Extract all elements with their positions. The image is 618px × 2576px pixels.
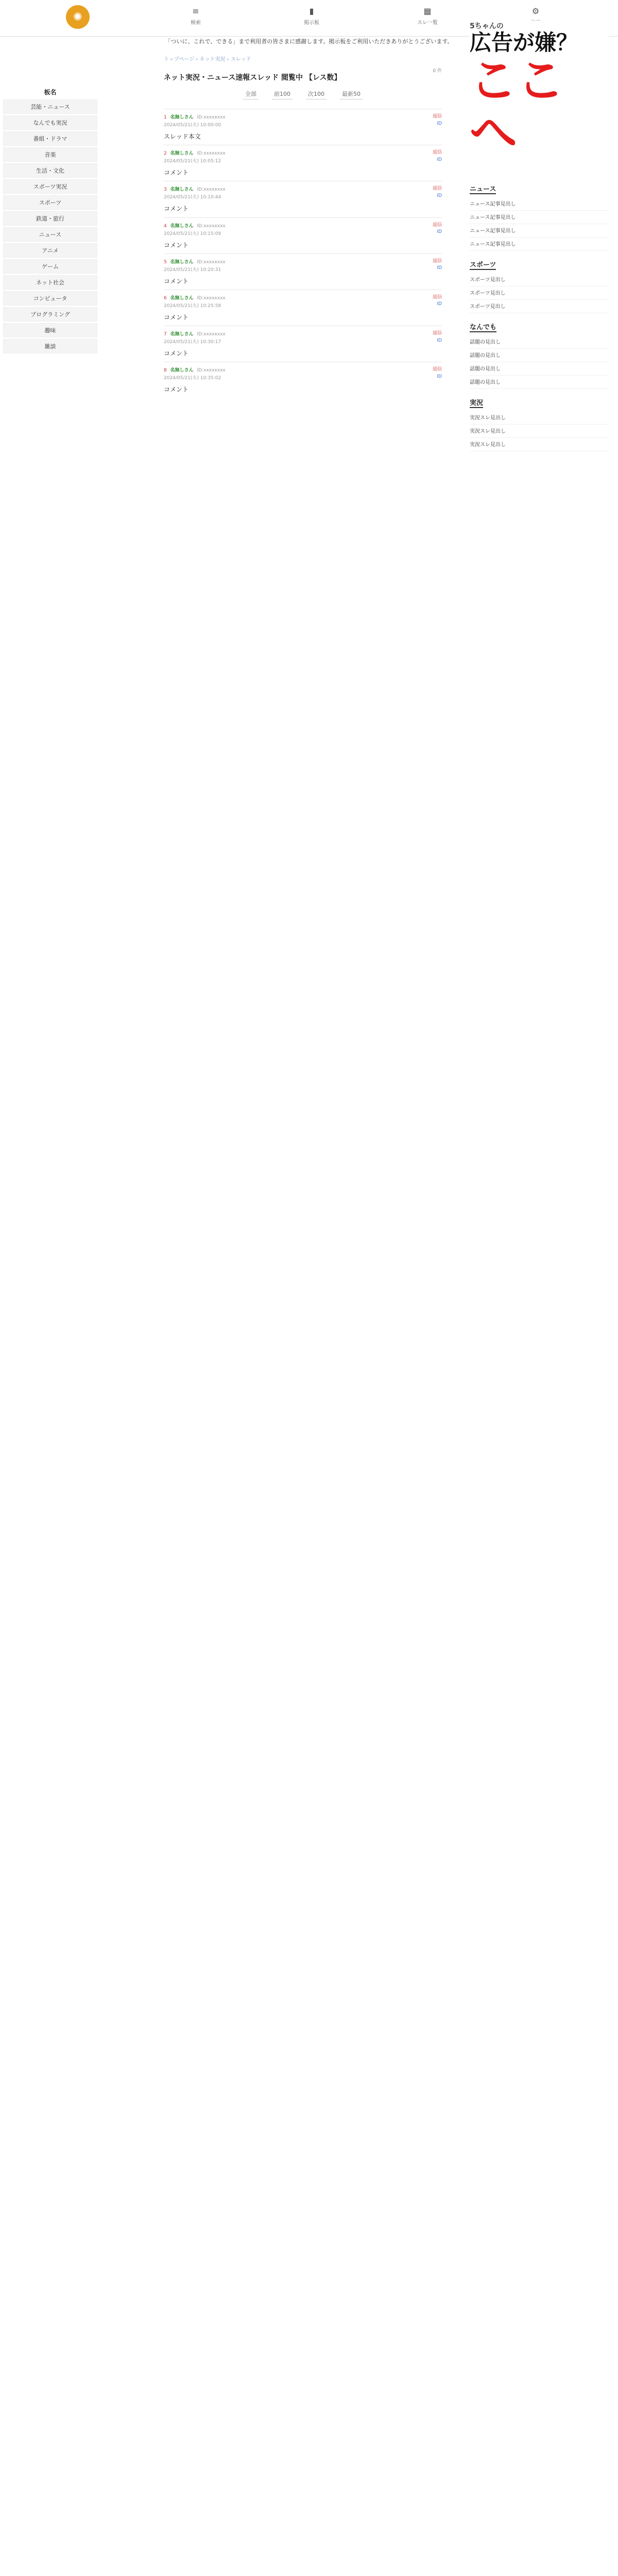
post-header (164, 294, 442, 301)
id-link[interactable]: ID (437, 265, 442, 271)
section-link[interactable]: 話題の見出し (470, 338, 609, 349)
sidebar-item[interactable]: なんでも実況 (3, 115, 97, 130)
post-actions (433, 294, 442, 308)
nav-search[interactable] (191, 6, 201, 26)
id-link[interactable]: ID (437, 121, 442, 126)
sidebar-item[interactable]: ニュース (3, 227, 97, 242)
post-body: コメント (164, 313, 189, 321)
thread-main (164, 55, 442, 398)
gear-icon: ⚙ (531, 6, 540, 16)
post-number[interactable]: 8 (164, 368, 167, 374)
id-link[interactable]: ID (437, 337, 442, 343)
sidebar-section (470, 397, 609, 451)
id-link[interactable]: ID (437, 229, 442, 235)
post-body: スレッド本文 (164, 133, 201, 140)
post-author: 名無しさん (170, 368, 194, 374)
post-id[interactable]: ID:xxxxxxxx (197, 332, 226, 337)
post (164, 109, 442, 145)
post-id[interactable]: ID:xxxxxxxx (197, 259, 226, 265)
ad-line-3: ここへ (470, 53, 565, 161)
id-link[interactable]: ID (437, 193, 442, 198)
sidebar-item[interactable]: ゲーム (3, 259, 97, 274)
section-link[interactable]: 実況スレ見出し (470, 441, 609, 451)
post (164, 145, 442, 181)
post-header (164, 330, 442, 337)
post-date: 2024/05/21(火) 10:35:02 (164, 376, 221, 381)
section-link[interactable]: スポーツ見出し (470, 290, 609, 300)
tab-latest-50[interactable]: 最新50 (340, 89, 363, 99)
post-author: 名無しさん (170, 151, 194, 157)
section-link[interactable]: 話題の見出し (470, 352, 609, 362)
reply-link[interactable]: 返信 (432, 331, 442, 336)
sidebar-item[interactable]: ネット社会 (3, 275, 97, 290)
board-icon: ▮ (309, 6, 314, 16)
sidebar-item[interactable]: 生活・文化 (3, 163, 97, 178)
reply-link[interactable]: 返信 (432, 294, 442, 300)
thread-title: ネット実況・ニュース速報スレッド 閲覧中 【レス数】 (164, 74, 341, 82)
reply-link[interactable]: 返信 (432, 222, 442, 228)
post-date: 2024/05/21(火) 10:20:31 (164, 267, 221, 273)
post-list (164, 109, 442, 398)
post-number[interactable]: 1 (164, 115, 167, 120)
ad-banner[interactable] (470, 21, 609, 175)
sidebar-item[interactable]: 趣味 (3, 323, 97, 337)
section-link[interactable]: ニュース記事見出し (470, 241, 609, 251)
id-link[interactable]: ID (437, 157, 442, 162)
post-header (164, 258, 442, 265)
tab-prev-100[interactable]: 前100 (272, 89, 293, 99)
post-body: コメント (164, 241, 189, 249)
post-number[interactable]: 2 (164, 151, 167, 157)
post-number[interactable]: 7 (164, 332, 167, 337)
post-actions (433, 258, 442, 272)
reply-link[interactable]: 返信 (432, 186, 442, 192)
post (164, 181, 442, 217)
section-link[interactable]: 話題の見出し (470, 379, 609, 389)
post-number[interactable]: 6 (164, 295, 167, 301)
post-author: 名無しさん (170, 187, 194, 193)
nav-thread-list-label: スレ一覧 (417, 20, 438, 26)
post-header (164, 113, 442, 120)
post-author: 名無しさん (170, 259, 194, 265)
sidebar-item[interactable]: スポーツ実況 (3, 179, 97, 194)
list-icon: ▦ (423, 6, 432, 16)
section-title: 実況 (470, 397, 483, 408)
section-link[interactable]: 話題の見出し (470, 365, 609, 376)
post-header (164, 366, 442, 373)
id-link[interactable]: ID (437, 301, 442, 307)
search-icon: ≡ (192, 6, 199, 16)
right-sidebar (470, 21, 609, 454)
sidebar-item[interactable]: スポーツ (3, 195, 97, 210)
ad-title: 5ちゃんの (470, 22, 504, 30)
post-date: 2024/05/21(火) 10:30:17 (164, 340, 221, 345)
nav-search-label: 検索 (191, 20, 201, 26)
sidebar-item[interactable]: 芸能・ニュース (3, 99, 97, 114)
sidebar-section (470, 321, 609, 389)
section-link[interactable]: スポーツ見出し (470, 303, 609, 313)
section-link[interactable]: ニュース記事見出し (470, 227, 609, 238)
post-header (164, 222, 442, 229)
id-link[interactable]: ID (437, 374, 442, 379)
post-date: 2024/05/21(火) 10:05:12 (164, 159, 221, 164)
sidebar-item[interactable]: コンピュータ (3, 291, 97, 306)
post-author: 名無しさん (170, 295, 194, 301)
nav-board-label: 掲示板 (304, 20, 319, 26)
tab-all[interactable]: 全部 (243, 89, 259, 99)
section-title: なんでも (470, 321, 496, 332)
post (164, 253, 442, 290)
section-link[interactable]: ニュース記事見出し (470, 200, 609, 211)
post-author: 名無しさん (170, 332, 194, 337)
reply-link[interactable]: 返信 (432, 367, 442, 372)
post-author: 名無しさん (170, 115, 194, 120)
nav-board[interactable] (304, 6, 319, 26)
post-body: コメント (164, 350, 189, 358)
sidebar-item[interactable]: アニメ (3, 243, 97, 258)
post (164, 290, 442, 326)
post-body: コメント (164, 277, 189, 285)
post-id[interactable]: ID:xxxxxxxx (197, 295, 226, 301)
thread-tabs (164, 89, 442, 99)
post-header (164, 149, 442, 156)
sidebar-section (470, 183, 609, 251)
post-body: コメント (164, 386, 189, 394)
left-sidebar (0, 88, 100, 355)
section-link[interactable]: スポーツ見出し (470, 276, 609, 286)
post-body: コメント (164, 169, 189, 177)
post-number[interactable]: 3 (164, 187, 167, 193)
post-actions (433, 185, 442, 199)
post-actions (433, 222, 442, 236)
post-actions (433, 149, 442, 163)
section-link[interactable]: 実況スレ見出し (470, 414, 609, 425)
post-author: 名無しさん (170, 223, 194, 229)
post-actions (433, 366, 442, 380)
post-body: コメント (164, 205, 189, 213)
sidebar-title: 板名 (44, 89, 57, 96)
nav-thread-list[interactable] (417, 6, 438, 26)
sidebar-item[interactable]: 雑談 (3, 339, 97, 353)
post (164, 326, 442, 362)
post (164, 217, 442, 253)
sidebar-item[interactable]: 鉄道・旅行 (3, 211, 97, 226)
post-number[interactable]: 4 (164, 223, 167, 229)
post-number[interactable]: 5 (164, 259, 167, 265)
post-date: 2024/05/21(火) 10:25:58 (164, 303, 221, 309)
post-id[interactable]: ID:xxxxxxxx (197, 187, 226, 193)
post-date: 2024/05/21(火) 10:15:09 (164, 231, 221, 236)
sidebar-item[interactable]: 音楽 (3, 147, 97, 162)
section-title: ニュース (470, 183, 496, 194)
sidebar-item[interactable]: 番組・ドラマ (3, 131, 97, 146)
post-id[interactable]: ID:xxxxxxxx (197, 223, 226, 229)
section-title: スポーツ (470, 259, 496, 270)
post-date: 2024/05/21(火) 10:10:44 (164, 195, 221, 200)
section-link[interactable]: 実況スレ見出し (470, 428, 609, 438)
post-actions (433, 330, 442, 344)
breadcrumb[interactable]: トップページ › ネット実況 › スレッド (164, 57, 251, 62)
site-notice: 「ついに、これで、できる」まで利用者の皆さまに感謝します。掲示板をご利用いただきありがとうございます。 (165, 38, 453, 45)
reply-link[interactable]: 返信 (432, 258, 442, 264)
post-id[interactable]: ID:xxxxxxxx (197, 368, 226, 374)
post-actions (433, 113, 442, 127)
post-date: 2024/05/21(火) 10:00:00 (164, 123, 221, 128)
site-logo[interactable] (66, 5, 90, 29)
logo-glyph: ✺ (73, 10, 83, 24)
section-link[interactable]: ニュース記事見出し (470, 214, 609, 224)
post-id[interactable]: ID:xxxxxxxx (197, 151, 226, 157)
post (164, 362, 442, 398)
thread-meta: 0 件 (433, 69, 442, 74)
ad-line-2: 広告が嫌？ (470, 30, 578, 55)
right-sections (470, 183, 609, 451)
post-header (164, 185, 442, 192)
tab-next-100[interactable]: 次100 (306, 89, 327, 99)
post-id[interactable]: ID:xxxxxxxx (197, 115, 226, 120)
reply-link[interactable]: 返信 (432, 114, 442, 119)
sidebar-section (470, 259, 609, 313)
sidebar-item[interactable]: プログラミング (3, 307, 97, 321)
reply-link[interactable]: 返信 (432, 150, 442, 156)
